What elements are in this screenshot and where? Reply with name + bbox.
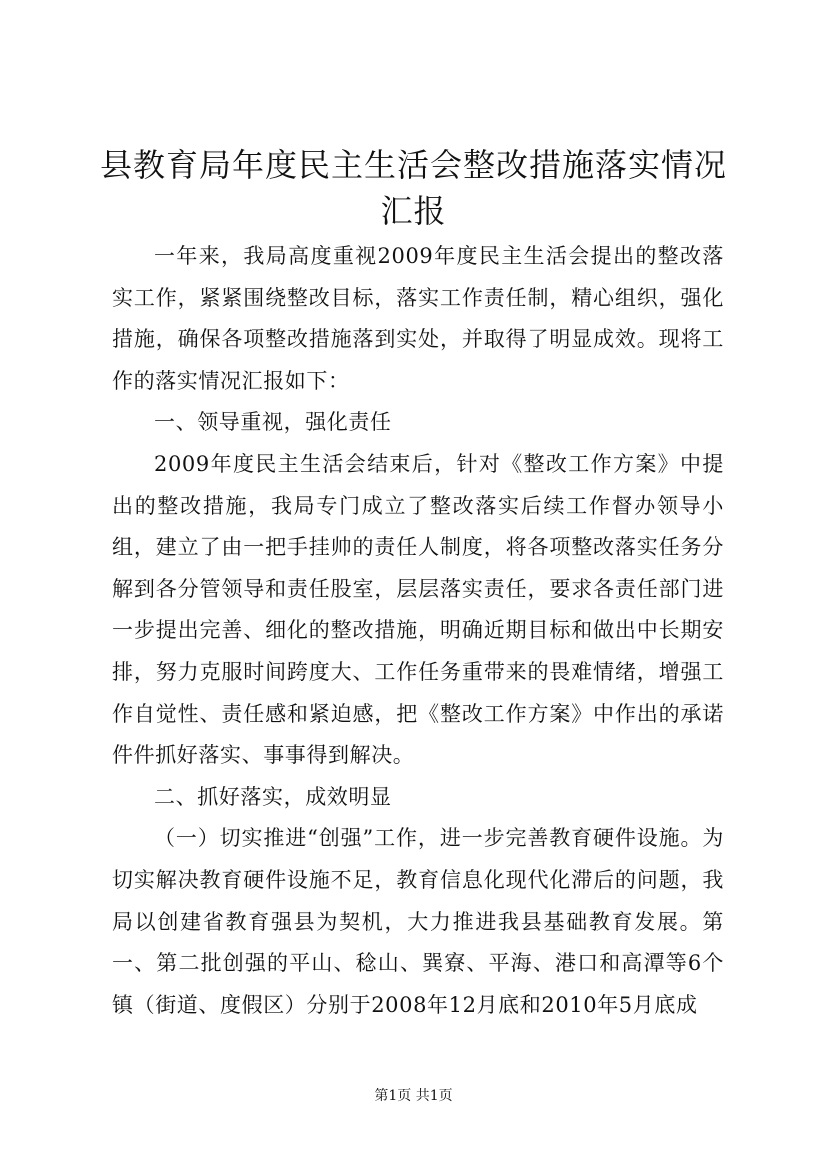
- page-footer: 第1页 共1页: [374, 1088, 453, 1104]
- section-heading-2: 二、抓好落实，成效明显: [154, 784, 392, 809]
- paragraph-intro: 一年来，我局高度重视2009年度民主生活会提出的整改落实工作，紧紧围绕整改目标，落实工作责任制，精心组织，强化措施，确保各项整改措施落到实处，并取得了明显成效。现将工作的落实情况汇报如下：: [112, 244, 724, 393]
- paragraph-section-2-1: （一）切实推进“创强”工作，进一步完善教育硬件设施。为切实解决教育硬件设施不足，教育信息化现代化滞后的问题，我局以创建省教育强县为契机，大力推进我县基础教育发展。第一、第二批创强的平山、稔山、巽寮、平海、港口和高潭等6个镇（街道、度假区）分别于2008年12月底和2010年5月底成: [112, 826, 724, 1017]
- paragraph-section-1: 2009年度民主生活会结束后，针对《整改工作方案》中提出的整改措施，我局专门成立了整改落实后续工作督办领导小组，建立了由一把手挂帅的责任人制度，将各项整改落实任务分解到各分管领导和责任股室，层层落实责任，要求各责任部门进一步提出完善、细化的整改措施，明确近期目标和做出中长期安排，努力克服时间跨度大、工作任务重带来的畏难情绪，增强工作自觉性、责任感和紧迫感，把《整改工作方案》中作出的承诺件件抓好落实、事事得到解决。: [112, 451, 724, 768]
- document-body: [112, 236, 724, 1026]
- section-heading-1: 一、领导重视，强化责任: [154, 410, 392, 435]
- document-title: 县教育局年度民主生活会整改措施落实情况汇报: [100, 146, 728, 230]
